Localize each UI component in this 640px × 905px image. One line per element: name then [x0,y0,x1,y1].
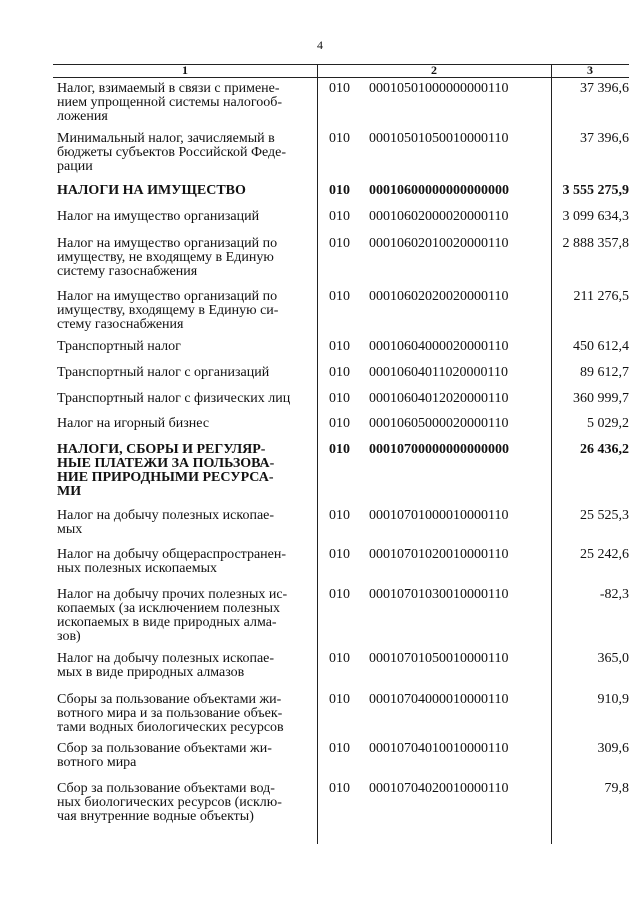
row-name-line: чая внутренние водные объекты) [57,809,254,824]
row-kbk: 00010700000000000000 [369,442,509,457]
row-name [57,210,317,224]
row-name-line: Налог на добычу полезных ископае- [57,651,275,666]
row-name-line: Налог на игорный бизнес [57,416,210,431]
row-name-line: систему газоснабжения [57,264,198,279]
row-name-line: бюджеты субъектов Российской Феде- [57,145,287,160]
row-sum: 211 276,5 [573,289,629,304]
row-sum: 37 396,6 [580,131,629,146]
row-kbk: 00010501000000000110 [369,81,509,96]
row-sum: 25 525,3 [580,508,629,523]
row-name [57,742,317,770]
row-kbk: 00010604000020000110 [369,339,509,354]
row-sum: 3 555 275,9 [562,183,629,198]
row-kbk: 00010701000010000110 [369,508,509,523]
row-kbk: 00010602020020000110 [369,289,509,304]
row-code: 010 [329,209,350,224]
row-name-line: вотного мира и за пользование объек- [57,706,283,721]
row-name-line: рации [57,159,93,174]
row-sum: 79,8 [604,781,629,796]
row-kbk: 00010604011020000110 [369,365,508,380]
row-name-line: НИЕ ПРИРОДНЫМИ РЕСУРСА- [57,470,274,485]
row-sum: 910,9 [597,692,629,707]
row-code: 010 [329,508,350,523]
page-number: 4 [317,38,323,52]
row-name-line: ных полезных ископаемых [57,561,217,576]
row-name [57,693,317,735]
row-sum: 5 029,2 [587,416,629,431]
row-sum: 89 612,7 [580,365,629,380]
row-sum: 25 242,6 [580,547,629,562]
row-code: 010 [329,442,350,457]
header-col-3: 3 [587,63,593,77]
row-name [57,417,317,431]
row-code: 010 [329,692,350,707]
row-kbk: 00010501050010000110 [369,131,509,146]
row-kbk: 00010704000010000110 [369,692,509,707]
row-name [57,132,317,174]
row-code: 010 [329,81,350,96]
row-name-line: нием упрощенной системы налогооб- [57,95,283,110]
row-sum: 365,0 [597,651,629,666]
row-name [57,509,317,537]
row-sum: 360 999,7 [573,391,629,406]
row-name-line: НАЛОГИ НА ИМУЩЕСТВО [57,183,246,198]
row-name-line: вотного мира [57,755,137,770]
row-code: 010 [329,236,350,251]
row-name-line: Сбор за пользование объектами жи- [57,741,272,756]
row-name-line: мых в виде природных алмазов [57,665,245,680]
row-name-line: ных биологических ресурсов (исклю- [57,795,282,810]
row-code: 010 [329,547,350,562]
row-code: 010 [329,131,350,146]
row-name-line: НАЛОГИ, СБОРЫ И РЕГУЛЯР- [57,442,266,457]
row-name-line: ископаемых в виде природных алма- [57,615,277,630]
row-name [57,340,317,354]
row-name [57,392,317,406]
row-name [57,366,317,380]
row-sum: 37 396,6 [580,81,629,96]
row-name [57,237,317,279]
row-code: 010 [329,416,350,431]
row-kbk: 00010704010010000110 [369,741,509,756]
header-col-1: 1 [182,63,188,77]
row-sum: 26 436,2 [580,442,629,457]
row-code: 010 [329,781,350,796]
row-name [57,588,317,644]
row-kbk: 00010701030010000110 [369,587,509,602]
row-name-line: тами водных биологических ресурсов [57,720,284,735]
row-name [57,782,317,824]
row-name-line: имуществу, не входящему в Единую [57,250,274,265]
row-name-line: имуществу, входящему в Единую си- [57,303,279,318]
header-bottom-border [53,77,629,78]
row-kbk: 00010602010020000110 [369,236,509,251]
row-sum: 309,6 [597,741,629,756]
row-code: 010 [329,741,350,756]
row-name-line: Транспортный налог [57,339,181,354]
row-name-line: Налог на добычу полезных ископае- [57,508,275,523]
row-name-line: ложения [57,109,108,124]
row-name-line: Налог на добычу общераспространен- [57,547,287,562]
row-code: 010 [329,289,350,304]
row-name [57,290,317,332]
column-divider-1 [317,64,318,844]
row-name-line: Транспортный налог с физических лиц [57,391,291,406]
row-code: 010 [329,651,350,666]
row-name-line: Налог на имущество организаций по [57,236,278,251]
row-name-line: Минимальный налог, зачисляемый в [57,131,275,146]
row-name-line: Налог на имущество организаций по [57,289,278,304]
row-name-line: Сбор за пользование объектами вод- [57,781,275,796]
row-kbk: 00010600000000000000 [369,183,509,198]
row-name [57,652,317,680]
row-kbk: 00010704020010000110 [369,781,509,796]
row-kbk: 00010605000020000110 [369,416,509,431]
row-name-line: стему газоснабжения [57,317,184,332]
row-name [57,443,317,499]
row-name-line: Налог на добычу прочих полезных ис- [57,587,288,602]
row-sum: -82,3 [599,587,629,602]
row-name-line: мых [57,522,83,537]
row-name [57,82,317,124]
row-name-line: Сборы за пользование объектами жи- [57,692,282,707]
row-code: 010 [329,365,350,380]
row-name-line: МИ [57,484,82,499]
row-sum: 450 612,4 [573,339,629,354]
row-name-line: Транспортный налог с организаций [57,365,270,380]
row-name-line: Налог на имущество организаций [57,209,260,224]
row-kbk: 00010604012020000110 [369,391,509,406]
row-kbk: 00010701050010000110 [369,651,509,666]
row-code: 010 [329,339,350,354]
row-sum: 2 888 357,8 [562,236,629,251]
row-code: 010 [329,587,350,602]
row-name-line: копаемых (за исключением полезных [57,601,281,616]
row-kbk: 00010602000020000110 [369,209,509,224]
row-sum: 3 099 634,3 [562,209,629,224]
row-code: 010 [329,391,350,406]
row-name-line: Налог, взимаемый в связи с примене- [57,81,280,96]
header-col-2: 2 [431,63,437,77]
row-kbk: 00010701020010000110 [369,547,509,562]
row-name [57,548,317,576]
row-code: 010 [329,183,350,198]
row-name-line: зов) [57,629,81,644]
row-name [57,184,317,198]
budget-table [53,64,629,844]
row-name-line: НЫЕ ПЛАТЕЖИ ЗА ПОЛЬЗОВА- [57,456,275,471]
